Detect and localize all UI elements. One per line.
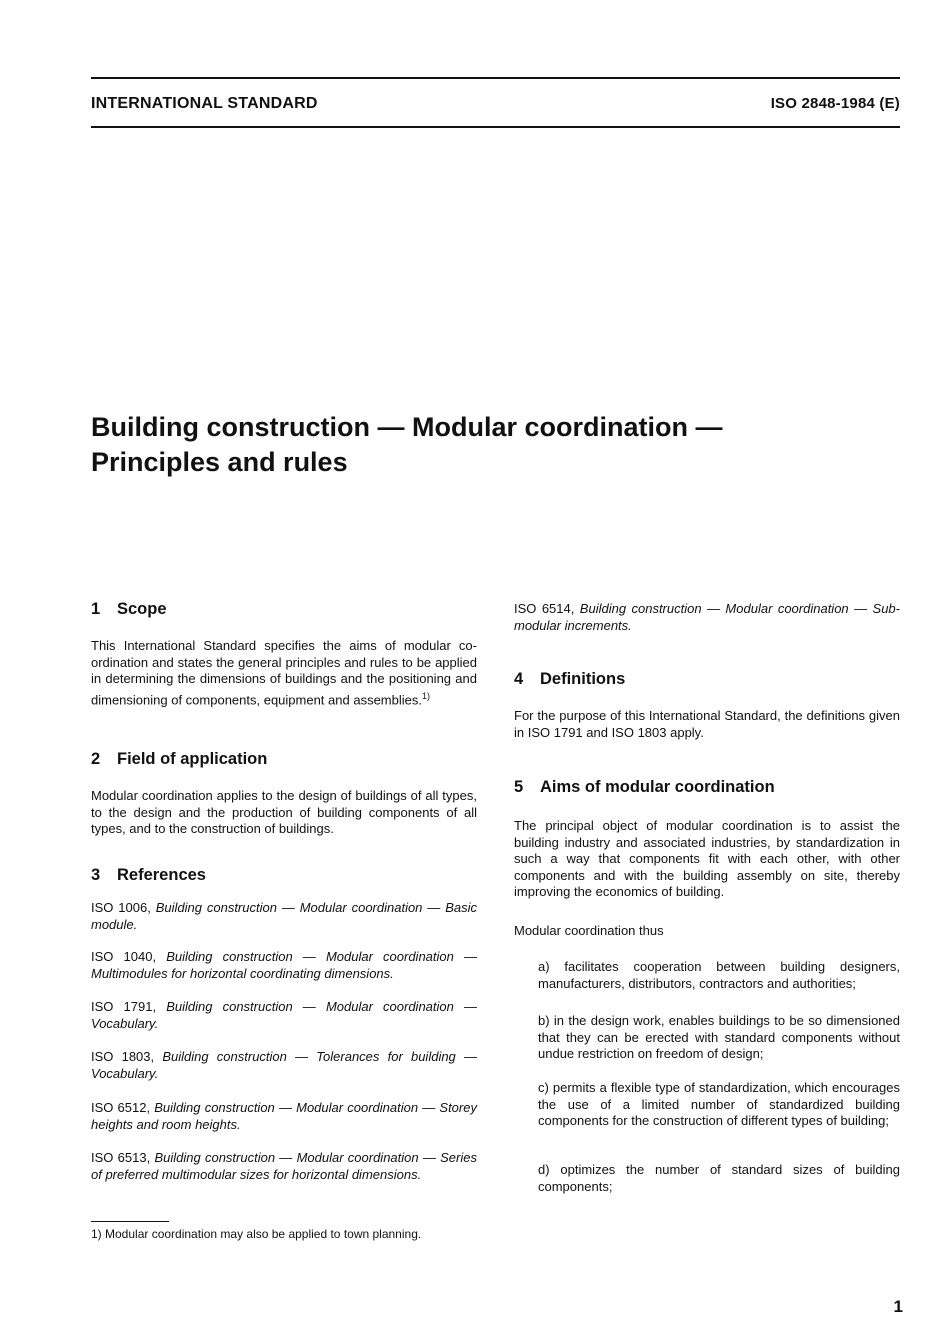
section-title: Aims of modular coordination <box>540 778 775 796</box>
section-number: 1 <box>91 600 101 618</box>
reference-item <box>91 1049 477 1082</box>
reference-item <box>91 999 477 1032</box>
footnote: 1) Modular coordination may also be applied to town planning. <box>91 1227 422 1241</box>
reference-title: Building construction — Modular coordination — Vocabulary. <box>91 999 477 1031</box>
header-document-number: ISO 2848-1984 (E) <box>770 95 900 112</box>
reference-item <box>91 900 477 933</box>
document-title <box>91 410 911 480</box>
section-references <box>91 866 477 885</box>
section-number: 3 <box>91 866 101 884</box>
section-number: 2 <box>91 750 101 768</box>
aims-list-item: d) optimizes the number of standard sizes of building components; <box>538 1162 900 1194</box>
reference-title: Building construction — Tolerances for building — Vocabulary. <box>91 1049 477 1081</box>
section-heading <box>514 778 900 797</box>
section-title: References <box>117 866 206 884</box>
section-title: Definitions <box>540 670 626 688</box>
aims-list-item: c) permits a flexible type of standardization, which encourages the use of a limited number of standardized building components for the construction of different types of building; <box>538 1080 900 1129</box>
aims-list-item: a) facilitates cooperation between building designers, manufacturers, distributors, contractors and authorities; <box>538 959 900 991</box>
footnote-separator <box>91 1221 169 1222</box>
reference-code: ISO 6512, <box>91 1100 151 1115</box>
aims-paragraph: The principal object of modular coordination is to assist the building industry and associated industries, by standardization in such a way that components fit with each other, with other components and with the building assembly on site, thereby improving the economics of building. <box>514 818 900 900</box>
header-standard-label: INTERNATIONAL STANDARD <box>91 95 318 112</box>
section-number: 5 <box>514 778 524 796</box>
section-title: Scope <box>117 600 167 618</box>
reference-code: ISO 1791, <box>91 999 157 1014</box>
reference-code: ISO 6513, <box>91 1150 151 1165</box>
scope-paragraph <box>91 638 477 709</box>
reference-code: ISO 1803, <box>91 1049 155 1064</box>
reference-item <box>514 601 900 634</box>
header-rule-top <box>91 77 900 79</box>
reference-title: Building construction — Modular coordination — Multimodules for horizontal coordinating dimensions. <box>91 949 477 981</box>
section-title: Field of application <box>117 750 268 768</box>
section-number: 4 <box>514 670 524 688</box>
field-paragraph: Modular coordination applies to the design of buildings of all types, to the design and the production of building components of all types, and to the construction of buildings. <box>91 788 477 837</box>
page-number: 1 <box>893 1297 903 1316</box>
title-line-2: Principles and rules <box>91 447 348 477</box>
section-heading <box>91 866 477 885</box>
aims-intro-line: Modular coordination thus <box>514 922 664 938</box>
reference-item <box>91 1100 477 1133</box>
footnote-reference: 1) <box>421 690 430 701</box>
aims-list-item: b) in the design work, enables buildings to be so dimensioned that they can be erected with standard components without undue restriction on freedom of design; <box>538 1013 900 1062</box>
section-heading <box>91 750 477 769</box>
reference-code: ISO 1040, <box>91 949 157 964</box>
reference-title: Building construction — Modular coordination — Sub-modular increments. <box>514 601 900 633</box>
header-rule-bottom <box>91 126 900 128</box>
reference-title: Building construction — Modular coordination — Storey heights and room heights. <box>91 1100 477 1132</box>
reference-item <box>91 1150 477 1183</box>
section-aims <box>514 778 900 940</box>
title-line-1: Building construction — Modular coordination — <box>91 412 723 442</box>
reference-code: ISO 6514, <box>514 601 575 616</box>
definitions-paragraph: For the purpose of this International Standard, the definitions given in ISO 1791 and ISO 1803 apply. <box>514 708 900 740</box>
section-heading <box>514 670 900 689</box>
section-scope <box>91 600 477 709</box>
section-heading <box>91 600 477 619</box>
reference-title: Building construction — Modular coordination — Basic module. <box>91 900 477 932</box>
section-field-of-application <box>91 750 477 838</box>
scope-text: This International Standard specifies the aims of modular co-ordination and states the general principles and rules to be applied in determining the dimensions of buildings and the positioning and dimensioning of components, equipment and assemblies. <box>91 638 477 708</box>
reference-title: Building construction — Modular coordination — Series of preferred multimodular sizes for horizontal dimensions. <box>91 1150 477 1182</box>
reference-item <box>91 949 477 982</box>
section-definitions <box>514 670 900 741</box>
reference-code: ISO 1006, <box>91 900 151 915</box>
